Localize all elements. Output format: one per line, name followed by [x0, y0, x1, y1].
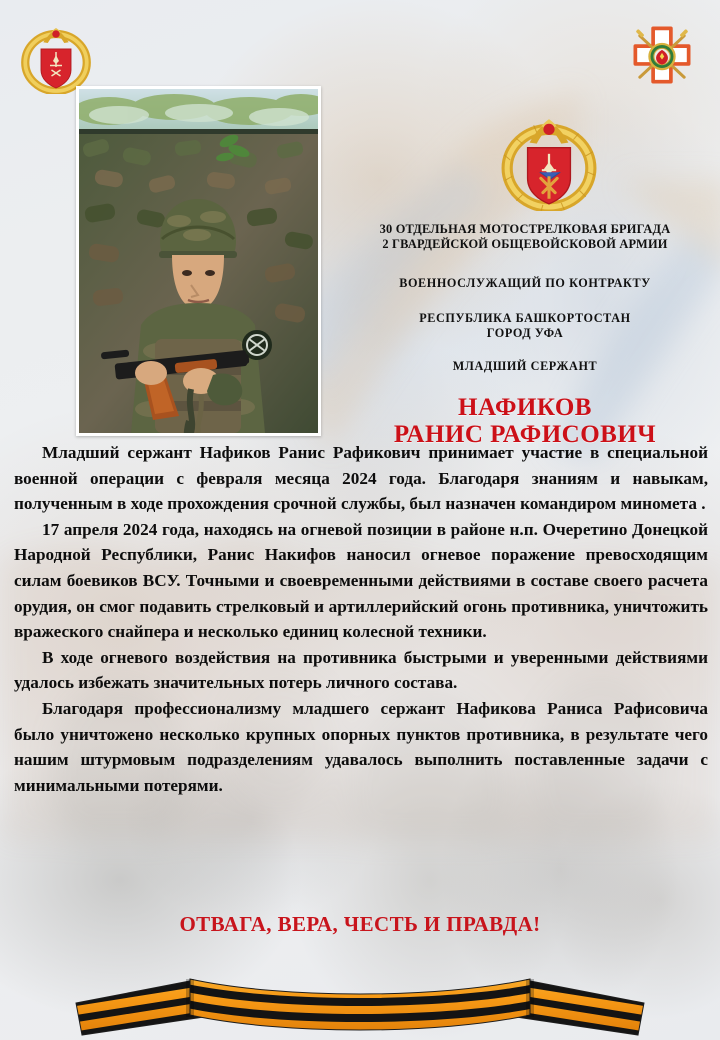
russian-mod-emblem-icon — [18, 22, 94, 94]
paragraph-1: Младший сержант Нафиков Ранис Рафикович принимает участие в специальной военной операции с февраля месяца 2024 года. Благодаря знаниям и навыкам, полученным в ходе прохождения срочной службы, был назначен командиром миномета . — [14, 443, 708, 514]
cross-swords-emblem-icon — [625, 22, 699, 94]
paragraph-4: Благодаря профессионализму младшего сержант Нафикова Раниса Рафисовича было уничтожено несколько крупных опорных пунктов противника, в результате чего нашим штурмовым подразделениям удавалось выполнить поставленные задачи с минимальными потерями. — [14, 698, 708, 795]
russian-mod-emblem-center-icon — [497, 113, 601, 211]
rank-label: МЛАДШИЙ СЕРЖАНТ — [452, 359, 598, 373]
soldier-given-name: РАНИС РАФИСОВИЧ — [393, 421, 657, 448]
biography-text — [14, 440, 708, 798]
organization-line-2: 2 ГВАРДЕЙСКОЙ ОБЩЕВОЙСКОВОЙ АРМИИ — [382, 237, 668, 251]
soldier-portrait — [76, 86, 321, 436]
paragraph-2: 17 апреля 2024 года, находясь на огневой позиции в районе н.п. Очеретино Донецкой Народной Республики, Ранис Накифов наносил огневое поражение превосходящим силам боевиков ВСУ. Точными и своевременными действиями в составе своего расчета орудия, он смог подавить стрелковый и артиллерийский огонь противника, уничтожить вражеского снайпера и несколько единиц колесной техники. — [14, 519, 708, 642]
st-george-ribbon-icon — [72, 965, 648, 1037]
paragraph-3: В ходе огневого воздействия на противника быстрыми и уверенными действиями удалось избежать значительных потерь личного состава. — [14, 647, 708, 693]
city-label: ГОРОД УФА — [486, 326, 564, 340]
organization-line-1: 30 ОТДЕЛЬНАЯ МОТОСТРЕЛКОВАЯ БРИГАДА — [379, 222, 671, 236]
slogan-text: ОТВАГА, ВЕРА, ЧЕСТЬ И ПРАВДА! — [179, 912, 541, 936]
header-block — [330, 222, 720, 448]
soldier-surname: НАФИКОВ — [458, 394, 592, 421]
service-status: ВОЕННОСЛУЖАЩИЙ ПО КОНТРАКТУ — [399, 276, 651, 290]
region-label: РЕСПУБЛИКА БАШКОРТОСТАН — [419, 311, 631, 325]
